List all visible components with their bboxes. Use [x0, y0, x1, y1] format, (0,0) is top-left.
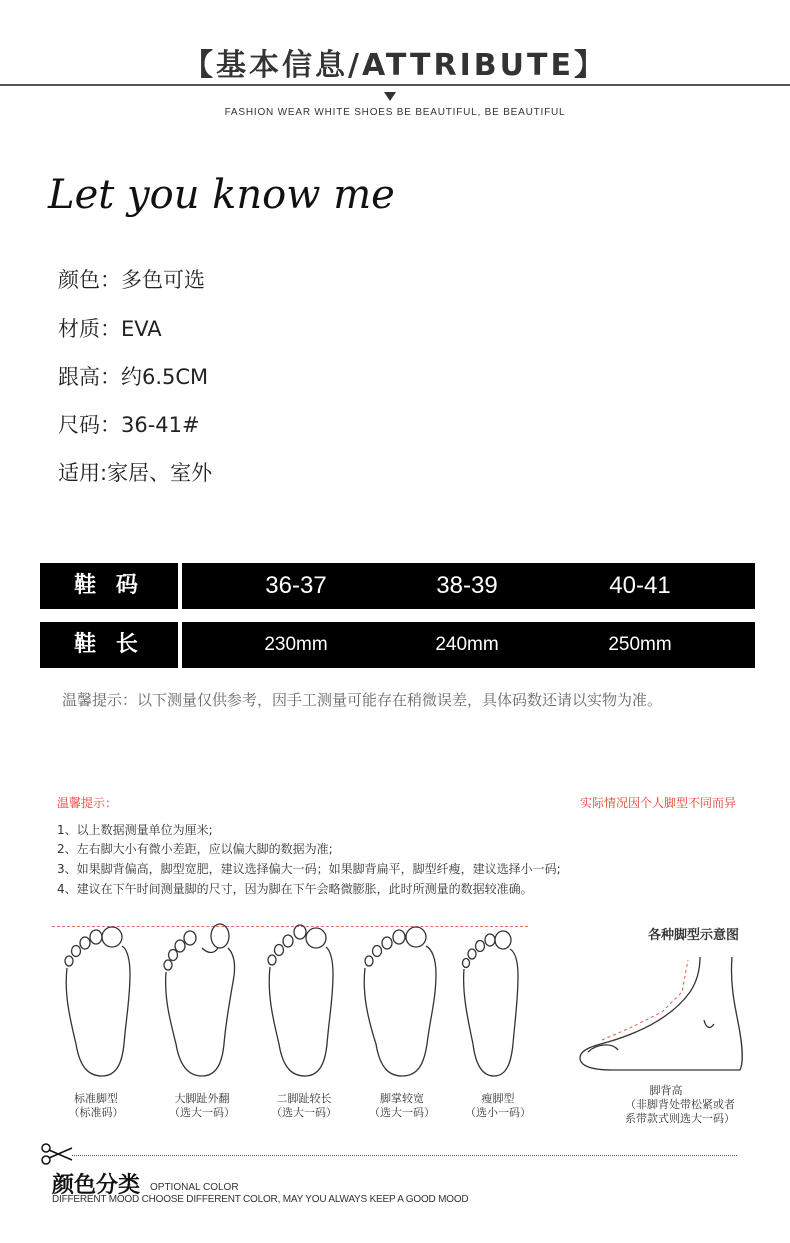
measure-tip: 温馨提示：以下测量仅供参考，因手工测量可能存在稍微误差，具体码数还请以实物为准。	[62, 691, 663, 709]
foot-wide-icon	[362, 924, 442, 1084]
foot-type-name: 脚掌较宽	[380, 1092, 424, 1105]
length-cell: 230mm	[264, 634, 328, 655]
foot-type-advice: （选大一码）	[169, 1106, 235, 1119]
scissors-icon	[40, 1142, 74, 1166]
dorsal-advice: 系带款式则选大一码）	[625, 1112, 735, 1125]
attribute-usage: 适用:家居、室外	[58, 461, 213, 485]
warm-note: 4、建议在下午时间测量脚的尺寸，因为脚在下午会略微膨胀，此时所测量的数据较准确。	[57, 882, 533, 896]
foot-standard-icon	[62, 924, 142, 1084]
size-cell: 38-39	[436, 572, 498, 599]
section-subtitle: FASHION WEAR WHITE SHOES BE BEAUTIFUL, BE BEAUTIFUL	[224, 107, 566, 118]
size-table-body	[182, 622, 755, 668]
foot-type-advice: （选小一码）	[465, 1106, 531, 1119]
foot-bunion-icon	[162, 920, 242, 1084]
color-section-desc: DIFFERENT MOOD CHOOSE DIFFERENT COLOR, MAY YOU ALWAYS KEEP A GOOD MOOD	[52, 1194, 469, 1205]
foot-type-advice: （标准码）	[68, 1106, 124, 1119]
size-table-body	[182, 563, 755, 609]
warm-note: 3、如果脚背偏高，脚型宽肥，建议选择偏大一码；如果脚背扁平，脚型纤瘦，建议选择小一码;	[57, 862, 561, 876]
foot-type-name: 标准脚型	[74, 1092, 118, 1105]
size-table-row-size	[40, 563, 755, 609]
script-heading: Let you know me	[48, 172, 395, 218]
foot-type-advice: （选大一码）	[369, 1106, 435, 1119]
cut-line	[72, 1155, 737, 1156]
header-divider	[0, 84, 790, 86]
dorsal-advice: （非脚背处带松紧或者	[625, 1098, 735, 1111]
warm-tip-note-red: 实际情况因个人脚型不同而异	[580, 796, 737, 810]
foot-diagram-title: 各种脚型示意图	[648, 928, 740, 943]
attribute-heel-height: 跟高：约6.5CM	[58, 365, 209, 389]
warm-note: 1、以上数据测量单位为厘米;	[57, 823, 213, 837]
size-cell: 40-41	[609, 572, 671, 599]
size-table-head: 鞋 码	[40, 563, 178, 609]
attribute-color: 颜色：多色可选	[58, 268, 205, 292]
color-section-title: 颜色分类	[52, 1173, 141, 1198]
length-cell: 240mm	[435, 634, 499, 655]
section-title: 【基本信息/ATTRIBUTE】	[183, 48, 607, 83]
length-cell: 250mm	[608, 634, 672, 655]
size-cell: 36-37	[265, 572, 327, 599]
foot-long-second-toe-icon	[264, 924, 344, 1084]
dorsal-label: 脚背高	[649, 1084, 683, 1097]
color-section-subtitle: OPTIONAL COLOR	[150, 1182, 239, 1193]
foot-side-icon	[572, 952, 752, 1082]
triangle-down-icon	[384, 92, 396, 101]
size-table-head: 鞋 长	[40, 622, 178, 668]
foot-type-name: 二脚趾较长	[276, 1092, 332, 1105]
warm-note: 2、左右脚大小有微小差距，应以偏大脚的数据为准;	[57, 842, 333, 856]
foot-type-name: 瘦脚型	[481, 1092, 515, 1105]
foot-slim-icon	[460, 928, 530, 1084]
foot-type-name: 大脚趾外翻	[174, 1092, 230, 1105]
attribute-size: 尺码：36-41#	[58, 413, 200, 437]
warm-tip-title: 温馨提示：	[57, 796, 118, 810]
size-table-row-length	[40, 622, 755, 668]
foot-type-advice: （选大一码）	[271, 1106, 337, 1119]
attribute-material: 材质：EVA	[58, 317, 162, 341]
